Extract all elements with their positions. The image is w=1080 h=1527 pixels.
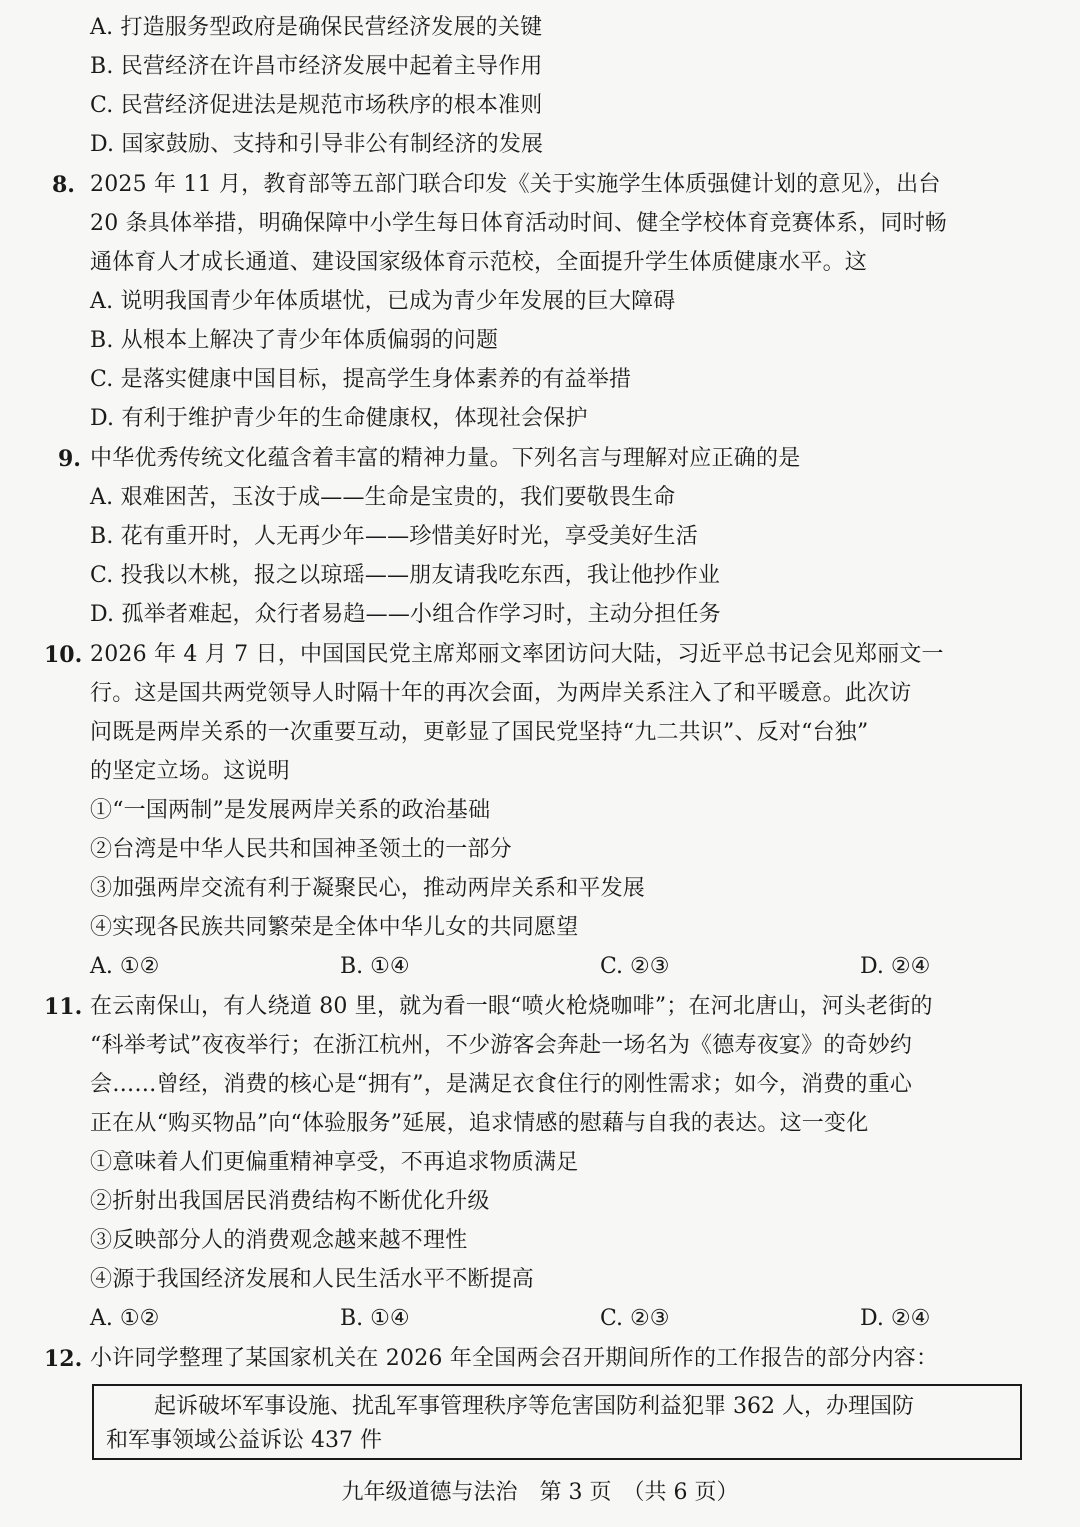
q10-item-4: ④实现各民族共同繁荣是全体中华儿女的共同愿望	[90, 915, 579, 940]
q7-option-b: B. 民营经济在许昌市经济发展中起着主导作用	[90, 54, 543, 79]
q7-option-c: C. 民营经济促进法是规范市场秩序的根本准则	[90, 93, 543, 118]
q10-choice-d: D. ②④	[860, 954, 931, 979]
q11-choice-b: B. ①④	[340, 1306, 410, 1331]
q11-choice-a: A. ①②	[90, 1306, 160, 1331]
q10-choice-a: A. ①②	[90, 954, 160, 979]
q8-stem-line-2: 20 条具体举措，明确保障中小学生每日体育活动时间、健全学校体育竞赛体系，同时畅	[90, 211, 947, 236]
q11-item-2: ②折射出我国居民消费结构不断优化升级	[90, 1189, 490, 1214]
q11-item-1: ①意味着人们更偏重精神享受，不再追求物质满足	[90, 1150, 579, 1175]
q10-item-1: ①“一国两制”是发展两岸关系的政治基础	[90, 798, 491, 823]
q12-number: 12.	[44, 1346, 83, 1372]
q8-option-a: A. 说明我国青少年体质堪忧，已成为青少年发展的巨大障碍	[90, 289, 676, 314]
q11-item-3: ③反映部分人的消费观念越来越不理性	[90, 1228, 468, 1253]
q11-stem-line-1: 在云南保山，有人绕道 80 里，就为看一眼“喷火枪烧咖啡”；在河北唐山，河头老街的	[90, 994, 933, 1019]
q7-option-d: D. 国家鼓励、支持和引导非公有制经济的发展	[90, 132, 544, 157]
q11-number: 11.	[44, 994, 83, 1020]
q8-stem-line-3: 通体育人才成长通道、建设国家级体育示范校，全面提升学生体质健康水平。这	[90, 250, 868, 275]
q8-stem-line-1: 2025 年 11 月，教育部等五部门联合印发《关于实施学生体质强健计划的意见》，出台	[90, 172, 941, 197]
q10-stem-line-4: 的坚定立场。这说明	[90, 759, 290, 784]
q10-stem-line-2: 行。这是国共两党领导人时隔十年的再次会面，为两岸关系注入了和平暖意。此次访	[90, 681, 912, 706]
q12-stem-line-1: 小许同学整理了某国家机关在 2026 年全国两会召开期间所作的工作报告的部分内容：	[90, 1346, 939, 1371]
q10-item-2: ②台湾是中华人民共和国神圣领土的一部分	[90, 837, 512, 862]
q7-option-a: A. 打造服务型政府是确保民营经济发展的关键	[90, 15, 543, 40]
q12-material-line-1: 起诉破坏军事设施、扰乱军事管理秩序等危害国防利益犯罪 362 人，办理国防	[154, 1394, 914, 1419]
q9-option-b: B. 花有重开时，人无再少年——珍惜美好时光，享受美好生活	[90, 524, 698, 549]
q10-stem-line-3: 问既是两岸关系的一次重要互动，更彰显了国民党坚持“九二共识”、反对“台独”	[90, 720, 869, 745]
q9-option-d: D. 孤举者难起，众行者易趋——小组合作学习时，主动分担任务	[90, 602, 721, 627]
q9-stem-line-1: 中华优秀传统文化蕴含着丰富的精神力量。下列名言与理解对应正确的是	[90, 446, 801, 471]
q10-choice-c: C. ②③	[600, 954, 670, 979]
q8-number: 8.	[52, 172, 75, 198]
q10-stem-line-1: 2026 年 4 月 7 日，中国国民党主席郑丽文率团访问大陆，习近平总书记会见郑丽文一	[90, 642, 944, 667]
q9-option-a: A. 艰难困苦，玉汝于成——生命是宝贵的，我们要敬畏生命	[90, 485, 676, 510]
q8-option-c: C. 是落实健康中国目标，提高学生身体素养的有益举措	[90, 367, 632, 392]
q11-item-4: ④源于我国经济发展和人民生活水平不断提高	[90, 1267, 535, 1292]
q11-stem-line-3: 会……曾经，消费的核心是“拥有”，是满足衣食住行的刚性需求；如今，消费的重心	[90, 1072, 913, 1097]
q8-option-b: B. 从根本上解决了青少年体质偏弱的问题	[90, 328, 499, 353]
q11-stem-line-2: “科举考试”夜夜举行；在浙江杭州，不少游客会奔赴一场名为《德寿夜宴》的奇妙约	[90, 1033, 913, 1058]
q8-option-d: D. 有利于维护青少年的生命健康权，体现社会保护	[90, 406, 588, 431]
q10-choice-b: B. ①④	[340, 954, 410, 979]
q9-number: 9.	[58, 446, 81, 472]
q11-stem-line-4: 正在从“购买物品”向“体验服务”延展，追求情感的慰藉与自我的表达。这一变化	[90, 1111, 869, 1136]
q10-number: 10.	[44, 642, 83, 668]
q11-choice-c: C. ②③	[600, 1306, 670, 1331]
q11-choice-d: D. ②④	[860, 1306, 931, 1331]
q9-option-c: C. 投我以木桃，报之以琼瑶——朋友请我吃东西，我让他抄作业	[90, 563, 721, 588]
q10-item-3: ③加强两岸交流有利于凝聚民心，推动两岸关系和平发展	[90, 876, 646, 901]
page-footer: 九年级道德与法治 第 3 页 （共 6 页）	[341, 1480, 739, 1505]
q12-material-line-2: 和军事领域公益诉讼 437 件	[106, 1428, 382, 1453]
q12-material-box	[92, 1384, 1022, 1460]
